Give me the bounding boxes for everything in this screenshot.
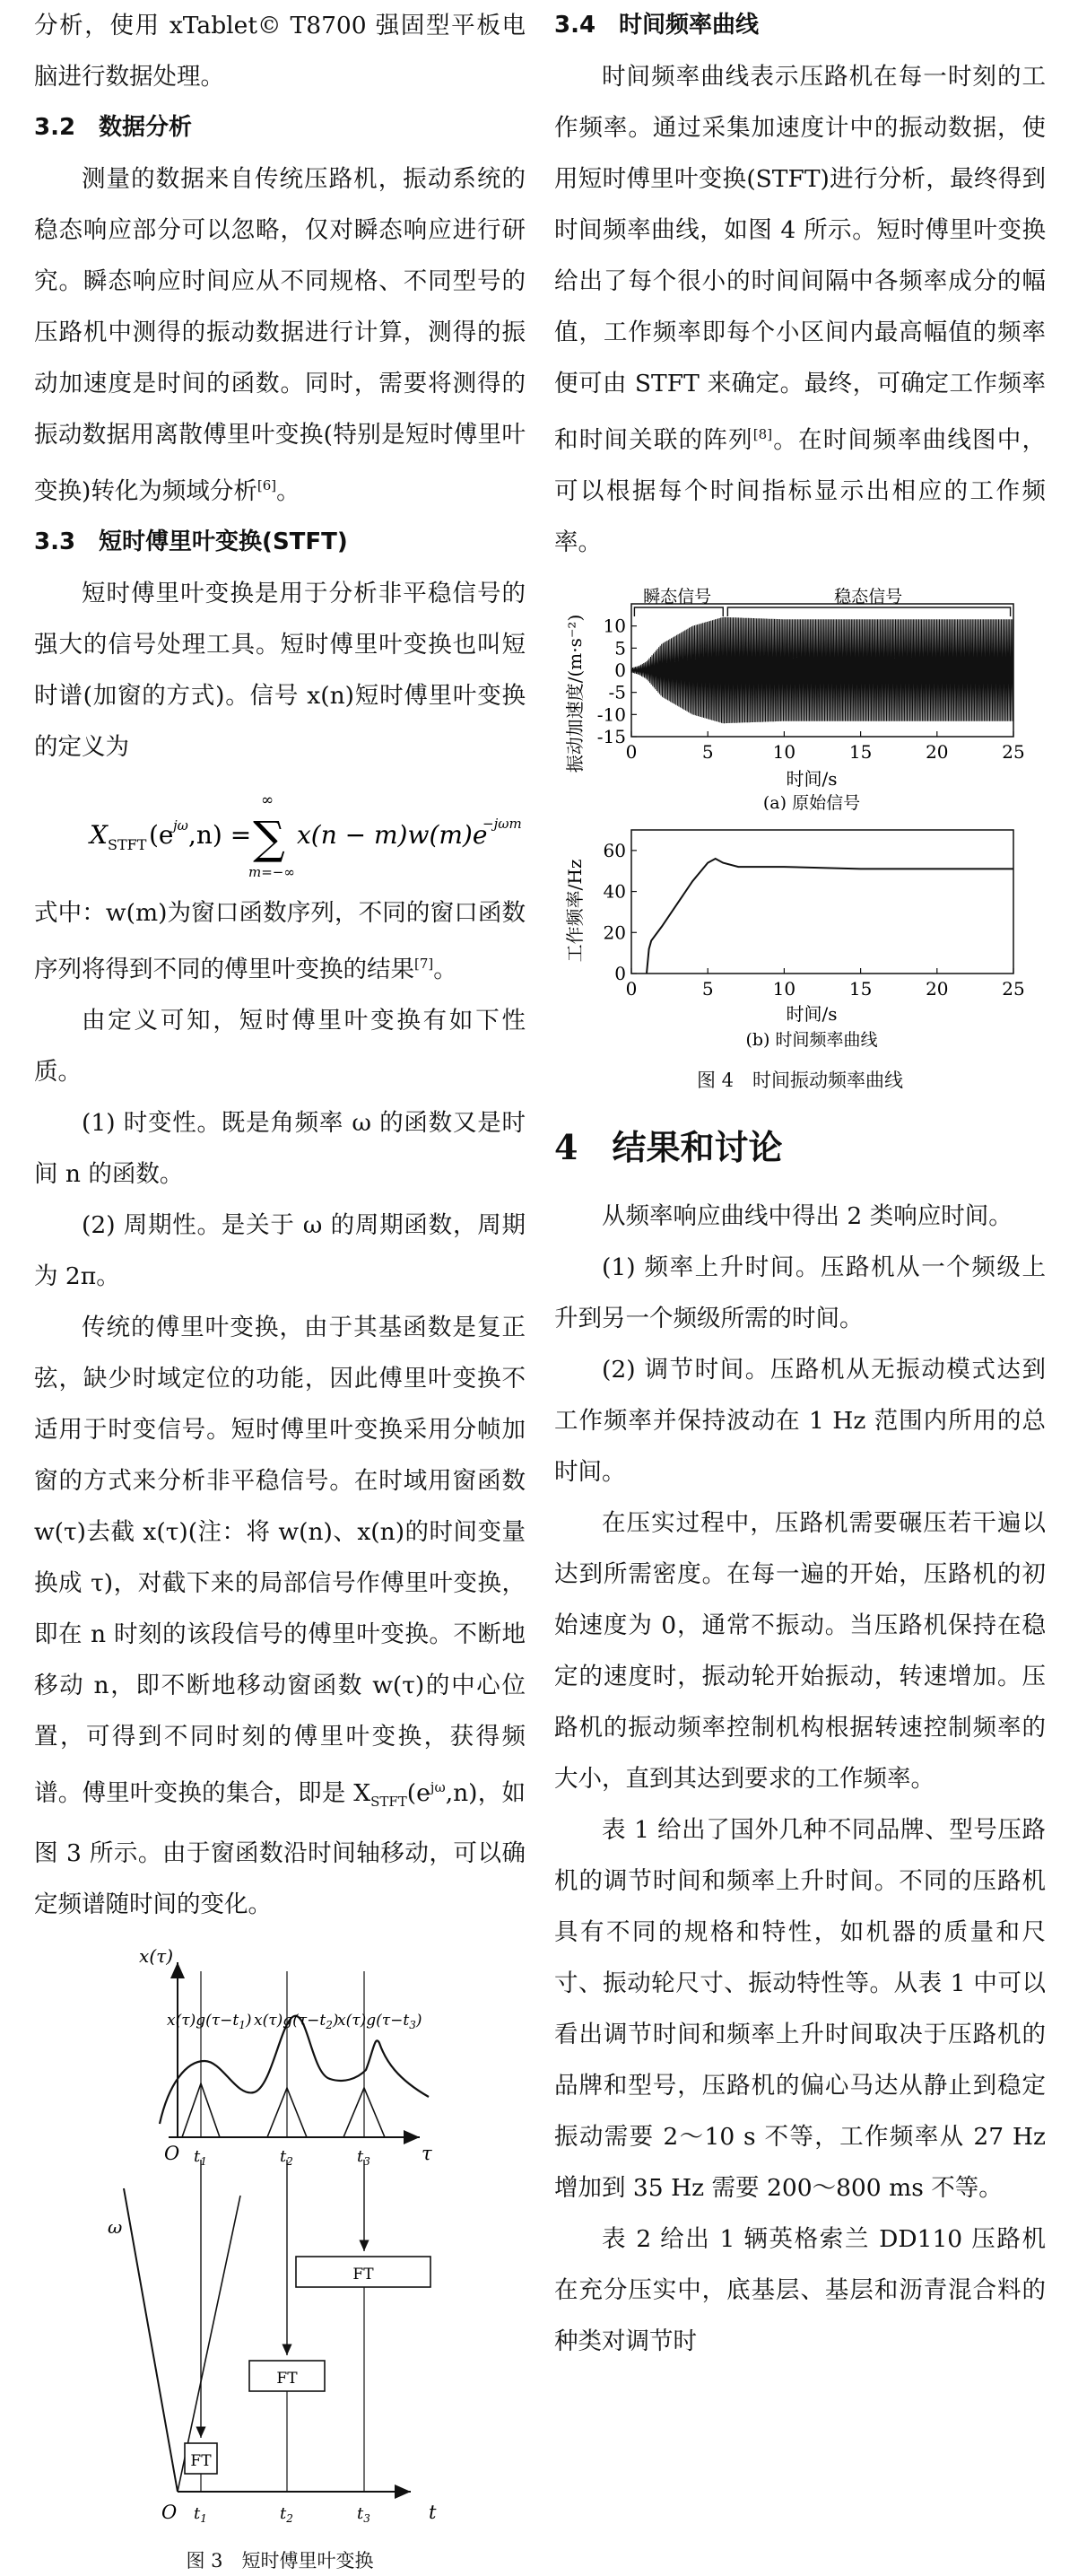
paragraph-3-3f-text: 传统的傅里叶变换，由于其基函数是复正弦，缺少时域定位的功能，因此傅里叶变换不适用于时变信号。短时傅里叶变换采用分帧加窗的方式来分析非平稳信号。在时域用窗函数 w(τ)去截 x(τ)(注：将 w(n)、x(n)的时间变量换成 τ)，对截下来的局部信号作傅里叶变换，即在 n 时刻的该段信号的傅里叶变换。不断地移动 n，即不断地移动窗函数 w(τ)的中心位置，可得到不同时刻的傅里叶变换，获得频谱。傅里叶变换的集合，即是 X <box>34 1313 526 1807</box>
formula-lhs-sub: STFT <box>108 835 147 853</box>
figure-3-diagram <box>34 1944 526 2537</box>
fig3-t1-upper: $t_1$ <box>194 2146 207 2168</box>
formula-sum-sign: ∑ <box>253 811 285 864</box>
fig4b-ytick-label: 20 <box>603 921 626 944</box>
fig4b-frame <box>631 830 1013 974</box>
fig4a-transient-label: 瞬态信号 <box>643 586 712 607</box>
fig4a-xtick-label: 10 <box>772 740 796 763</box>
fig3-origin-upper: O <box>164 2142 180 2164</box>
fig4b-ylabel: 工作频率/Hz <box>564 859 586 963</box>
figure-4 <box>554 577 1046 1096</box>
fig4a-ytick-label: -15 <box>596 725 626 747</box>
fig3-t2-upper: $t_2$ <box>280 2146 293 2168</box>
heading-3-3: 3.3 短时傅里叶变换(STFT) <box>34 528 348 555</box>
formula-lhs-tail: ,n) = <box>188 819 252 850</box>
fig3-win1-label: $x(\tau)g(\tau-t_1)$ <box>167 2011 252 2031</box>
right-column <box>554 0 1046 2367</box>
formula-lhs-arg: (e <box>149 819 174 850</box>
formula-rhs: x(n − m)w(m)e <box>297 819 488 850</box>
paragraph-3-2-text: 测量的数据来自传统压路机，振动系统的稳态响应部分可以忽略，仅对瞬态响应进行研究。瞬态响应时间应从不同规格、不同型号的压路机中测得的振动数据进行计算，测得的振动加速度是时间的函数。同时，需要将测得的振动数据用离散傅里叶变换(特别是短时傅里叶变换)转化为频域分析 <box>34 165 526 505</box>
paragraph-3-3a: 短时傅里叶变换是用于分析非平稳信号的强大的信号处理工具。短时傅里叶变换也叫短时谱(加窗的方式)。信号 x(n)短时傅里叶变换的定义为 <box>34 579 526 761</box>
fig4a-xtick-label: 5 <box>701 740 714 763</box>
formula-sum-bottom: m=−∞ <box>248 863 295 880</box>
citation-8[interactable]: [8] <box>752 426 773 442</box>
fig4a-ylabel: 振动加速度/(m·s⁻²) <box>564 614 586 773</box>
paragraph-4e: 表 1 给出了国外几种不同品牌、型号压路机的调节时间和频率上升时间。不同的压路机具有不同的规格和特性，如机器的质量和尺寸、振动轮尺寸、振动特性等。从表 1 中可以看出调节时间和频率上升时间取决于压路机的品牌和型号，压路机的偏心马达从静止到稳定振动需要 2～10 s 不等，工作频率从 27 Hz 增加到 35 Hz 需要 200～800 ms 不等。 <box>554 1815 1046 2202</box>
fig3-ft-label-3: FT <box>352 2265 374 2283</box>
left-column <box>34 0 526 2576</box>
fig4a-xtick-label: 0 <box>625 740 638 763</box>
paragraph-4a: 从频率响应曲线中得出 2 类响应时间。 <box>602 1201 1013 1230</box>
fig3-win3-label: $x(\tau)g(\tau-t_3)$ <box>337 2011 422 2031</box>
paragraph-3-4-text: 时间频率曲线表示压路机在每一时刻的工作频率。通过采集加速度计中的振动数据，使用短时傅里叶变换(STFT)进行分析，最终得到时间频率曲线，如图 4 所示。短时傅里叶变换给出了每个很小的时间间隔中各频率成分的幅值，工作频率即每个小区间内最高幅值的频率便可由 STFT 来确定。最终，可确定工作频率和时间关联的阵列 <box>554 63 1046 454</box>
fig3-ft-label-1: FT <box>190 2451 212 2470</box>
fig4a-ytick-label: 0 <box>614 659 626 681</box>
fig4b-frequency-line <box>647 859 1013 974</box>
paragraph-3-3b <box>34 887 526 995</box>
heading-3-4: 3.4 时间频率曲线 <box>554 12 760 39</box>
fig4b-ytick-label: 40 <box>603 880 626 903</box>
figure-4b-chart <box>554 821 1046 1051</box>
fig4b-xtick-label: 10 <box>772 977 796 1000</box>
fig4a-xlabel: 时间/s <box>786 767 838 790</box>
fig4a-xtick-label: 20 <box>926 740 949 763</box>
fig4b-ytick-label: 60 <box>603 839 626 861</box>
paragraph-3-4 <box>554 51 1046 568</box>
paragraph-4f: 表 2 给出 1 辆英格索兰 DD110 压路机在充分压实中，底基层、基层和沥青混合料的种类对调节时 <box>554 2224 1046 2355</box>
fig4a-signal-line <box>631 617 1013 723</box>
figure-3 <box>34 1944 526 2576</box>
heading-3-2: 3.2 数据分析 <box>34 114 193 141</box>
fig4b-xtick-label: 25 <box>1002 977 1025 1000</box>
paragraph-3-4-end: 。在时间频率曲线图中，可以根据每个时间指标显示出相应的工作频率。 <box>554 425 1047 556</box>
fig3-t-label: t <box>429 2501 437 2523</box>
stft-formula <box>34 773 526 887</box>
figure-3-caption: 图 3 短时傅里叶变换 <box>186 2549 374 2572</box>
fig4b-subcaption: (b) 时间频率曲线 <box>745 1029 878 1050</box>
formula-lhs-sup: jω <box>173 816 188 834</box>
paragraph-4b: (1) 频率上升时间。压路机从一个频级上升到另一个频级所需的时间。 <box>554 1253 1046 1332</box>
fig4a-xtick-label: 25 <box>1002 740 1025 763</box>
fig4a-ytick-label: 10 <box>603 615 626 637</box>
paragraph-4d: 在压实过程中，压路机需要碾压若干遍以达到所需密度。在每一遍的开始，压路机的初始速度为 0，通常不振动。当压路机保持在稳定的速度时，振动轮开始振动，转速增加。压路机的振动频率控制机构根据转速控制频率的大小，直到其达到要求的工作频率。 <box>554 1508 1046 1793</box>
paragraph-intro: 分析，使用 xTablet© T8700 强固型平板电脑进行数据处理。 <box>34 12 526 91</box>
formula-rhs-sup: −jωm <box>482 815 522 832</box>
fig4b-xtick-label: 0 <box>625 977 638 1000</box>
fig4a-steady-bracket <box>727 607 1010 616</box>
formula-sum-top: ∞ <box>261 790 274 809</box>
paragraph-3-3f-sub: STFT <box>370 1793 407 1810</box>
paragraph-3-3c: 由定义可知，短时傅里叶变换有如下性质。 <box>34 1006 526 1086</box>
fig3-origin-lower: O <box>161 2501 178 2523</box>
paragraph-3-3f-end: ,n)，如图 3 所示。由于窗函数沿时间轴移动，可以确定频谱随时间的变化。 <box>34 1778 526 1918</box>
fig4b-xtick-label: 20 <box>926 977 949 1000</box>
fig4b-xtick-label: 15 <box>848 977 873 1000</box>
fig3-t2-lower: $t_2$ <box>280 2503 293 2525</box>
paragraph-3-3d: (1) 时变性。既是角频率 ω 的函数又是时间 n 的函数。 <box>34 1108 526 1188</box>
fig4a-ytick-label: 5 <box>614 637 626 659</box>
fig3-t1-lower: $t_1$ <box>194 2503 207 2525</box>
citation-6[interactable]: [6] <box>256 477 277 493</box>
fig4a-ytick-label: -5 <box>608 681 626 703</box>
fig4b-xtick-label: 5 <box>701 977 714 1000</box>
fig4a-ytick-label: -10 <box>596 703 626 726</box>
fig3-omega-axis-left <box>124 2188 178 2492</box>
fig3-omega-label: ω <box>108 2215 123 2238</box>
paragraph-3-2-end: 。 <box>276 476 300 505</box>
paragraph-4c: (2) 调节时间。压路机从无振动模式达到工作频率并保持波动在 1 Hz 范围内所用的总时间。 <box>554 1355 1046 1486</box>
fig3-ft-label-2: FT <box>276 2369 298 2388</box>
figure-4a-chart <box>554 577 1046 810</box>
heading-4: 4 结果和讨论 <box>554 1126 783 1167</box>
fig3-tau-label: τ <box>422 2142 432 2164</box>
fig4b-ytick-label: 0 <box>614 962 626 984</box>
fig3-win2-label: $x(\tau)g(\tau-t_2)$ <box>254 2011 339 2031</box>
fig4a-xtick-label: 15 <box>848 740 873 763</box>
paragraph-3-3f-sup: jω <box>430 1778 446 1795</box>
fig3-t3-lower: $t_3$ <box>357 2503 370 2525</box>
paragraph-3-3f-tail: (e <box>406 1778 430 1807</box>
fig3-t3-upper: $t_3$ <box>357 2146 370 2168</box>
paragraph-3-2 <box>34 153 526 517</box>
fig4a-transient-bracket <box>634 607 723 616</box>
figure-4-caption: 图 4 时间振动频率曲线 <box>696 1069 904 1091</box>
citation-7[interactable]: [7] <box>414 955 434 972</box>
fig4a-steady-label: 稳态信号 <box>834 586 903 607</box>
fig4b-xlabel: 时间/s <box>786 1002 838 1025</box>
paragraph-3-3b-text: 式中：w(m)为窗口函数序列，不同的窗口函数序列将得到不同的傅里叶变换的结果 <box>34 898 526 983</box>
paragraph-3-3f <box>34 1302 526 1930</box>
formula-lhs: X <box>90 819 108 850</box>
paragraph-3-3b-end: 。 <box>433 955 457 983</box>
paragraph-3-3e: (2) 周期性。是关于 ω 的周期函数，周期为 2π。 <box>34 1210 526 1290</box>
fig4a-subcaption: (a) 原始信号 <box>762 792 861 810</box>
fig3-y-label: x(τ) <box>139 1944 173 1967</box>
